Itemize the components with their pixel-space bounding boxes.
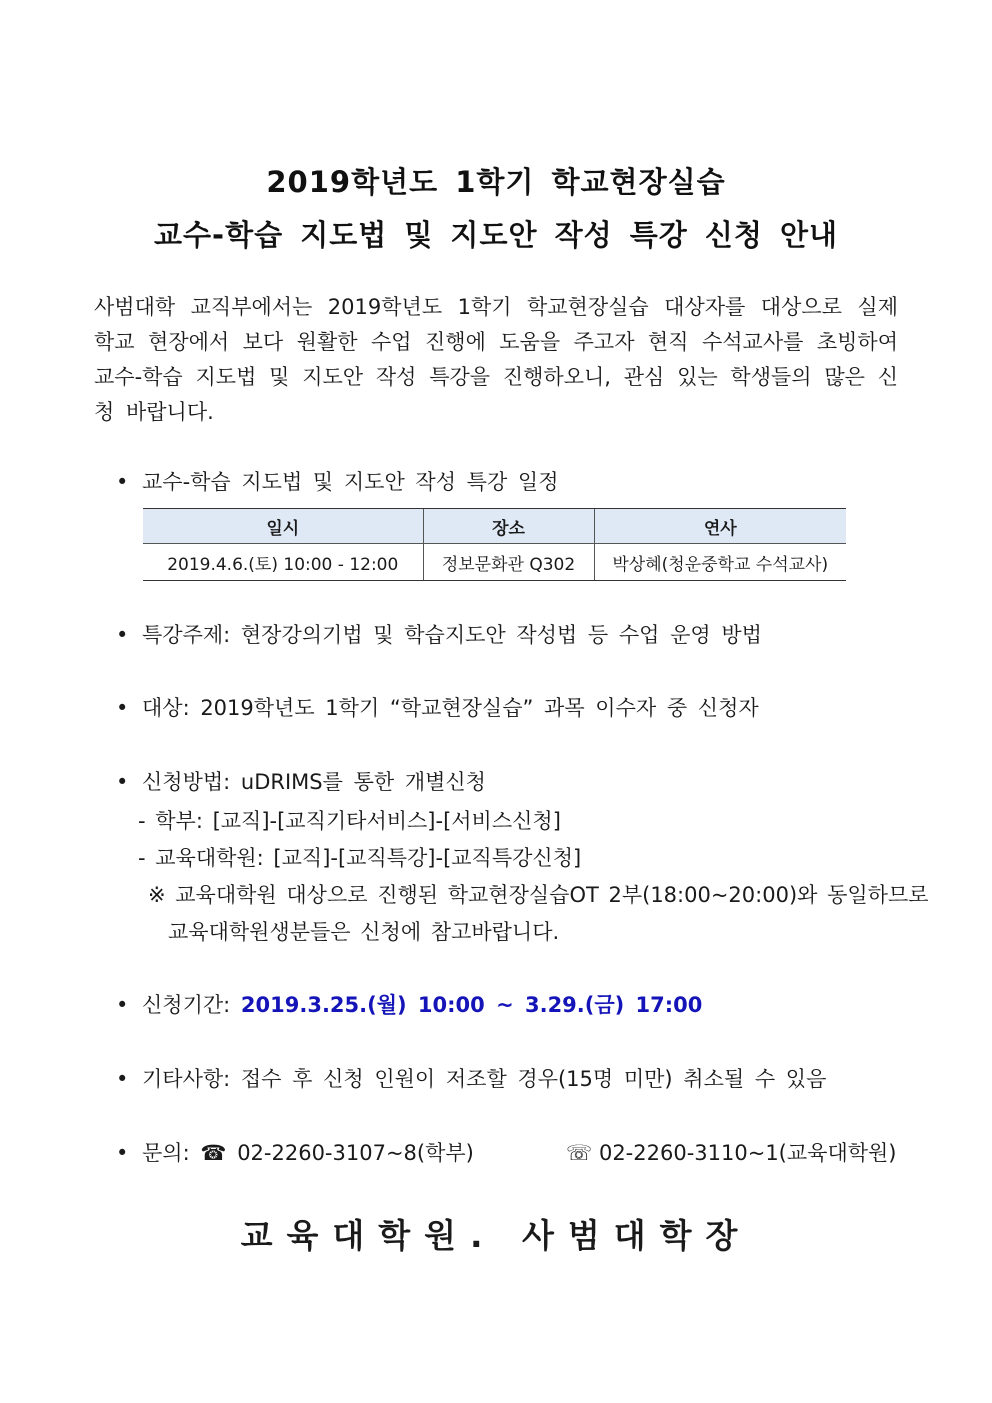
contact-phone-grad: 02-2260-3110~1(교육대학원) [598,1141,897,1165]
phone-outline-icon: ☏ [566,1141,593,1165]
issuer-signature: 교육대학원. 사범대학장 [240,1216,752,1255]
schedule-bullet [116,467,559,497]
method-heading: 신청방법: uDRIMS를 통한 개별신청 [142,770,486,794]
table-row [143,544,846,581]
topic-bullet [116,620,762,650]
contact-label: 문의: [142,1141,201,1165]
bullet-icon: • [116,993,129,1017]
contact-bullet [116,1138,474,1168]
bullet-icon: • [116,1067,129,1091]
title-line-2: 교수-학습 지도법 및 지도안 작성 특강 신청 안내 [154,218,838,252]
method-bullet [116,767,486,797]
method-grad: - 교육대학원: [교직]-[교직특강]-[교직특강신청] [138,846,582,870]
bullet-icon: • [116,623,129,647]
period-label: 신청기간: [142,993,241,1017]
topic-text: 특강주제: 현장강의기법 및 학습지도안 작성법 등 수업 운영 방법 [142,623,762,647]
schedule-heading: 교수-학습 지도법 및 지도안 작성 특강 일정 [142,470,559,494]
table-header-row [143,509,846,544]
bullet-icon: • [116,770,129,794]
target-text: 대상: 2019학년도 1학기 “학교현장실습” 과목 이수자 중 신청자 [142,696,759,720]
method-undergrad: - 학부: [교직]-[교직기타서비스]-[서비스신청] [138,809,561,833]
header-datetime: 일시 [143,509,423,544]
period-bullet [116,990,702,1020]
bullet-icon: • [116,1141,129,1165]
phone-icon: ☎ [200,1141,227,1165]
intro-paragraph: 사범대학 교직부에서는 2019학년도 1학기 학교현장실습 대상자를 대상으로 실제 학교 현장에서 보다 원활한 수업 진행에 도움을 주고자 현직 수석교사를 초빙하여 교수-학습 지도법 및 지도안 작성 특강을 진행하오니, 관심 있는 학생들의 많은 신청 바랍니다. [94,295,898,424]
bullet-icon: • [116,696,129,720]
bullet-icon: • [116,470,129,494]
title-line-1: 2019학년도 1학기 학교현장실습 [266,165,726,199]
cell-location: 정보문화관 Q302 [423,544,594,581]
method-note-line-1: ※ 교육대학원 대상으로 진행된 학교현장실습OT 2부(18:00~20:00)와 동일하므로 [148,883,929,907]
contact-phone-grad-wrap [566,1138,897,1168]
method-note-line-2: 교육대학원생분들은 신청에 참고바랍니다. [168,920,560,944]
etc-bullet [116,1064,826,1094]
cell-datetime: 2019.4.6.(토) 10:00 - 12:00 [143,544,423,581]
target-bullet [116,693,759,723]
header-location: 장소 [423,509,594,544]
schedule-table [143,508,846,581]
period-value: 2019.3.25.(월) 10:00 ~ 3.29.(금) 17:00 [240,993,703,1017]
cell-speaker: 박상혜(청운중학교 수석교사) [594,544,846,581]
header-speaker: 연사 [594,509,846,544]
contact-phone-undergrad: 02-2260-3107~8(학부) [237,1141,474,1165]
etc-text: 기타사항: 접수 후 신청 인원이 저조할 경우(15명 미만) 취소될 수 있음 [142,1067,827,1091]
